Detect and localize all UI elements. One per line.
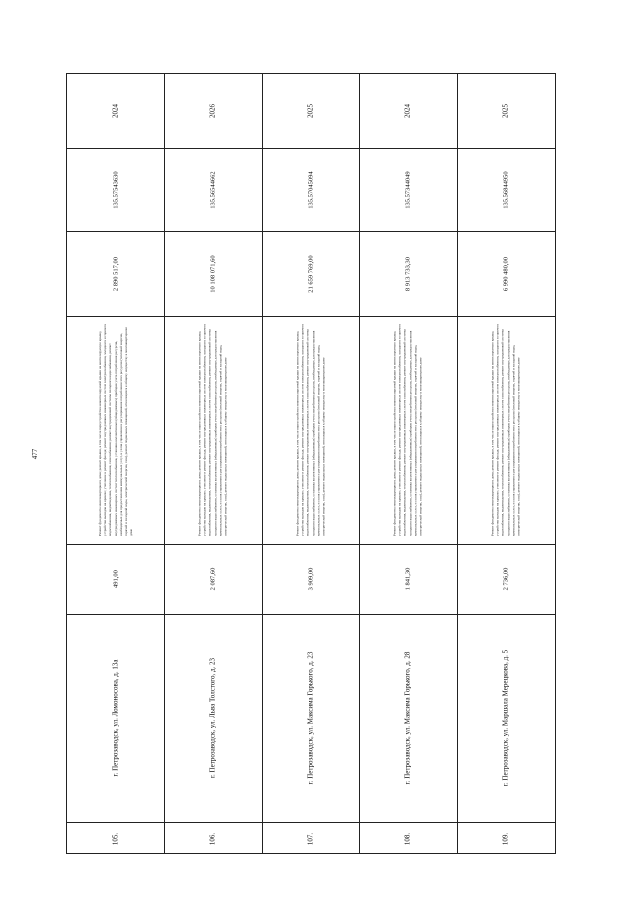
address-cell xyxy=(359,614,457,822)
works-table xyxy=(66,73,556,854)
address: г. Петрозаводск, ул. Максима Горького, д. 23 xyxy=(306,651,314,785)
year: 2024 xyxy=(111,104,119,118)
works-description: Ремонт фундамента многоквартирного дома; ремонт крыши, в том числе переустройство невентилируемой крыши на вентилируемую крышу, устройство выходов на кровлю; утепление и ремонт фасада; ремонт внутридомовых инженерных систем электроснабжения, холодного и горячего водоснабжения, водоотведения, теплоснабжения, газоснабжения; ремонт внутридомовой системы холодного водоснабжения, ремонт внутридомовых инженерных систем теплоснабжения, установка коллективных (общедомовых) приборов учета потребления ресурсов, необходимых для предоставления коммунальных услуг, и узлов управления и регулирования потребления этих ресурсов (тепловой энергии, горячей и холодной воды, электрической энергии, газа), ремонт подвальных помещений, относящихся к общему имуществу в многоквартирном доме xyxy=(97,324,133,536)
table-row xyxy=(457,74,555,853)
area-cell xyxy=(164,544,262,614)
area: 2 736,00 xyxy=(502,567,510,591)
table-row xyxy=(164,74,263,853)
cost-cell xyxy=(262,231,359,316)
cost: 21 659 769,00 xyxy=(307,254,314,293)
number-cell xyxy=(164,822,262,855)
works-cell xyxy=(262,316,359,544)
row-number: 106. xyxy=(208,832,217,845)
works-cell xyxy=(164,316,262,544)
oktmo-cell xyxy=(262,148,359,231)
address: г. Петрозаводск, ул. Маршала Мерецкова, д. 5 xyxy=(501,649,510,787)
area-cell xyxy=(67,544,164,614)
number-cell xyxy=(262,822,359,855)
oktmo: 135.57344049 xyxy=(404,170,412,209)
oktmo-cell xyxy=(67,148,164,231)
area-cell xyxy=(359,544,457,614)
works-description: Ремонт фундамента многоквартирного дома; ремонт крыши, в том числе переустройство невентилируемой крыши на вентилируемую крышу, устройство выходов на кровлю; утепление и ремонт фасада; ремонт внутридомовых инженерных систем электроснабжения, холодного и горячего водоснабжения, водоотведения, теплоснабжения; ремонт внутридомовых инженерных систем газоснабжения, ремонт внутридомовой системы холодного водоснабжения, установка коллективных (общедомовых) приборов учета потребления ресурсов, необходимых для предоставления коммунальных услуг, и узлов управления и регулирования потребления этих ресурсов (тепловой энергии, горячей и холодной воды, электрической энергии, газа), ремонт подвальных помещений, относящихся к общему имуществу в многоквартирном доме xyxy=(392,324,423,536)
works-cell xyxy=(67,316,164,544)
number-cell xyxy=(457,822,555,855)
works-cell xyxy=(359,316,457,544)
address: г. Петрозаводск, ул. Ломоносова, д. 13а xyxy=(111,659,119,777)
area: 3 909,00 xyxy=(307,567,314,591)
cost-cell xyxy=(67,231,164,316)
address: г. Петрозаводск, ул. Льва Толстого, д. 23 xyxy=(208,657,217,779)
works-cell xyxy=(457,316,555,544)
oktmo: 135.57045094 xyxy=(307,170,314,209)
address-cell xyxy=(457,614,555,822)
area: 491,00 xyxy=(112,570,119,588)
row-number: 109. xyxy=(501,832,510,845)
year: 2024 xyxy=(403,104,412,118)
cost-cell xyxy=(457,231,555,316)
address: г. Петрозаводск, ул. Максима Горького, д. 28 xyxy=(403,651,412,785)
number-cell xyxy=(359,822,457,855)
table-row xyxy=(67,74,165,853)
page-number: 477 xyxy=(31,448,39,460)
year-cell xyxy=(67,74,164,148)
year: 2026 xyxy=(208,104,217,118)
oktmo-cell xyxy=(164,148,262,231)
works-description: Ремонт фундамента многоквартирного дома; ремонт крыши, в том числе переустройство невентилируемой крыши на вентилируемую крышу, устройство выходов на кровлю; утепление и ремонт фасада; ремонт внутридомовых инженерных систем электроснабжения, холодного и горячего водоснабжения, водоотведения, теплоснабжения; ремонт внутридомовых инженерных систем газоснабжения, ремонт внутридомовой системы холодного водоснабжения, установка коллективных (общедомовых) приборов учета потребления ресурсов, необходимых для предоставления коммунальных услуг, и узлов управления и регулирования потребления этих ресурсов (тепловой энергии, горячей и холодной воды, электрической энергии, газа), ремонт подвальных помещений, относящихся к общему имуществу в многоквартирном доме xyxy=(197,324,228,536)
number-cell xyxy=(67,822,164,855)
area-cell xyxy=(262,544,359,614)
address-cell xyxy=(262,614,359,822)
year-cell xyxy=(457,74,555,148)
address-cell xyxy=(67,614,164,822)
row-number: 108. xyxy=(403,832,412,845)
cost-cell xyxy=(359,231,457,316)
area-cell xyxy=(457,544,555,614)
address-cell xyxy=(164,614,262,822)
table-row xyxy=(262,74,360,853)
table-row xyxy=(359,74,458,853)
cost: 6 990 480,00 xyxy=(502,256,510,291)
oktmo: 135.56544662 xyxy=(209,170,217,209)
oktmo: 135.57543630 xyxy=(112,170,119,209)
row-number: 107. xyxy=(306,832,314,845)
year: 2025 xyxy=(501,104,510,118)
year: 2025 xyxy=(306,104,314,118)
cost-cell xyxy=(164,231,262,316)
row-number: 105. xyxy=(111,832,119,845)
year-cell xyxy=(359,74,457,148)
works-description: Ремонт фундамента многоквартирного дома; ремонт крыши, в том числе переустройство невентилируемой крыши на вентилируемую крышу, устройство выходов на кровлю; утепление и ремонт фасада; ремонт внутридомовых инженерных систем электроснабжения, холодного и горячего водоснабжения, водоотведения, теплоснабжения; ремонт внутридомовых инженерных систем газоснабжения, ремонт внутридомовой системы холодного водоснабжения, установка коллективных (общедомовых) приборов учета потребления ресурсов, необходимых для предоставления коммунальных услуг, и узлов управления и регулирования потребления этих ресурсов (тепловой энергии, горячей и холодной воды, электрической энергии, газа), ремонт подвальных помещений, относящихся к общему имуществу в многоквартирном доме xyxy=(294,324,325,536)
cost: 2 890 517,00 xyxy=(112,256,119,291)
area: 1 841,30 xyxy=(404,567,412,591)
works-description: Ремонт фундамента многоквартирного дома; ремонт крыши, в том числе переустройство невентилируемой крыши на вентилируемую крышу, устройство выходов на кровлю; утепление и ремонт фасада; ремонт внутридомовых инженерных систем электроснабжения, холодного и горячего водоснабжения, водоотведения, теплоснабжения; ремонт внутридомовых инженерных систем газоснабжения, ремонт внутридомовой системы холодного водоснабжения, установка коллективных (общедомовых) приборов учета потребления ресурсов, необходимых для предоставления коммунальных услуг, и узлов управления и регулирования потребления этих ресурсов (тепловой энергии, горячей и холодной воды, электрической энергии, газа), ремонт подвальных помещений, относящихся к общему имуществу в многоквартирном доме xyxy=(490,324,521,536)
cost: 8 913 733,30 xyxy=(404,256,412,291)
year-cell xyxy=(262,74,359,148)
oktmo: 135.56844950 xyxy=(502,170,510,209)
oktmo-cell xyxy=(457,148,555,231)
oktmo-cell xyxy=(359,148,457,231)
cost: 10 108 071,60 xyxy=(209,254,217,293)
area: 2 087,60 xyxy=(209,567,217,591)
year-cell xyxy=(164,74,262,148)
